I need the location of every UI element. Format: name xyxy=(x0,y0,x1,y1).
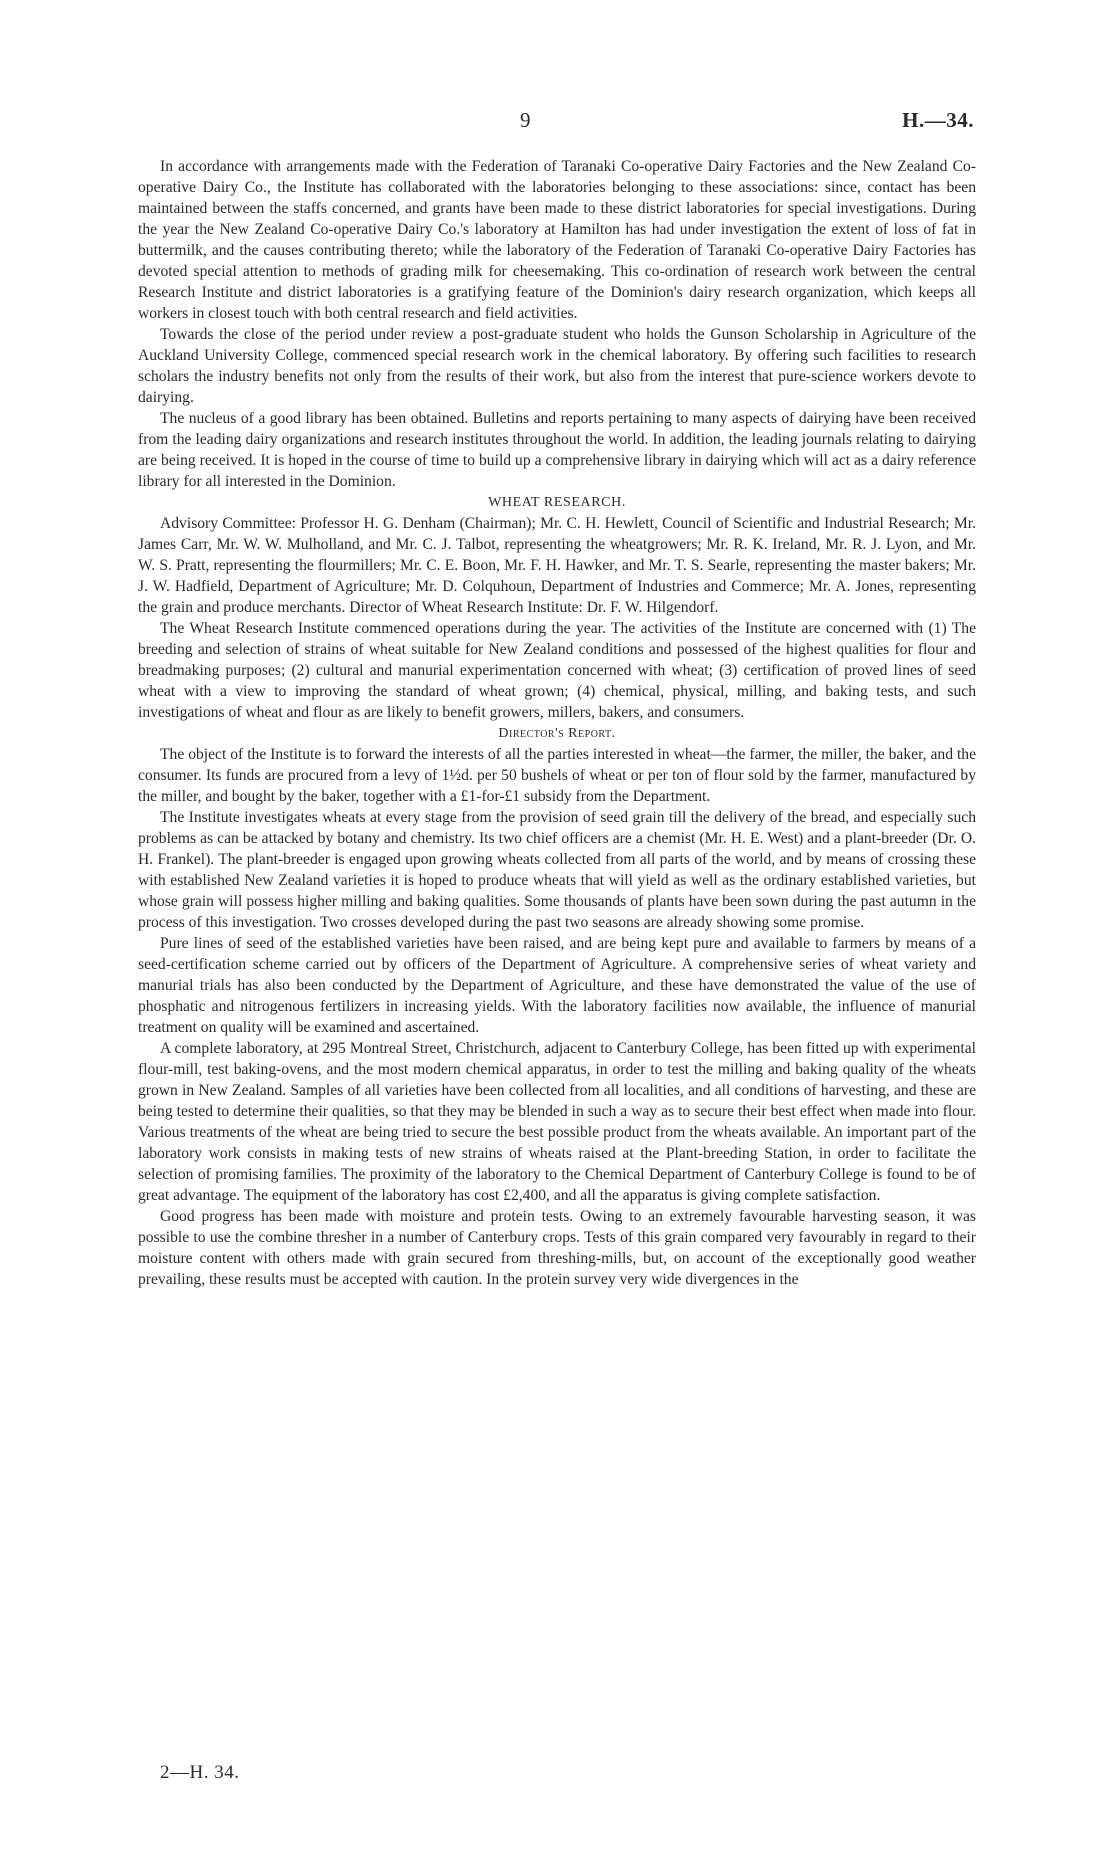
signature-mark: 2—H. 34. xyxy=(160,1762,240,1783)
paragraph: Towards the close of the period under review a post-graduate student who holds the Gunson Scholarship in Agriculture of the Auckland University College, commenced special research work in the chemical laboratory. By offering such facilities to research scholars the industry benefits not only from the results of their work, but also from the interest that pure-science workers devote to dairying. xyxy=(138,326,976,406)
subsection-heading-directors-report: Director's Report. xyxy=(498,726,616,741)
paragraph: A complete laboratory, at 295 Montreal Street, Christchurch, adjacent to Canterbury College, has been fitted up with experimental flour-mill, test baking-ovens, and the most modern chemical apparatus, in order to test the milling and baking quality of the wheats grown in New Zealand. Samples of all varieties have been collected from all localities, and all conditions of harvesting, and these are being tested to determine their qualities, so that they may be blended in such a way as to secure their best effect when made into flour. Various treatments of the wheat are being tried to secure the best possible product from the wheats available. An important part of the laboratory work consists in making tests of new strains of wheats raised at the Plant-breeding Station, in order to facilitate the selection of promising families. The proximity of the laboratory to the Chemical Department of Canterbury College is found to be of great advantage. The equipment of the laboratory has cost £2,400, and all the apparatus is giving complete satisfaction. xyxy=(138,1040,976,1204)
page-header xyxy=(0,108,1114,138)
paragraph: The object of the Institute is to forward the interests of all the parties interested in wheat—the farmer, the miller, the baker, and the consumer. Its funds are procured from a levy of 1½d. per 50 bushels of wheat or per ton of flour sold by the farmer, manufactured by the miller, and bought by the baker, together with a £1-for-£1 subsidy from the Department. xyxy=(138,746,976,805)
paragraph: Pure lines of seed of the established varieties have been raised, and are being kept pure and available to farmers by means of a seed-certification scheme carried out by officers of the Department of Agriculture. A comprehensive series of wheat variety and manurial trials has also been conducted by the Department of Agriculture, and these have demonstrated the value of the use of phosphatic and nitrogenous fertilizers in increasing yields. With the laboratory facilities now available, the influence of manurial treatment on quality will be examined and ascertained. xyxy=(138,935,976,1036)
page-number: 9 xyxy=(520,108,531,132)
paragraph: The nucleus of a good library has been obtained. Bulletins and reports pertaining to many aspects of dairying have been received from the leading dairy organizations and research institutes throughout the world. In addition, the leading journals relating to dairying are being received. It is hoped in the course of time to build up a comprehensive library in dairying which will act as a dairy reference library for all interested in the Dominion. xyxy=(138,410,976,490)
paragraph: The Institute investigates wheats at every stage from the provision of seed grain till the delivery of the bread, and especially such problems as can be attacked by botany and chemistry. Its two chief officers are a chemist (Mr. H. E. West) and a plant-breeder (Dr. O. H. Frankel). The plant-breeder is engaged upon growing wheats collected from all parts of the world, and by means of crossing these with established New Zealand varieties it is hoped to produce wheats that will yield as well as the ordinary established varieties, but whose grain will possess higher milling and baking qualities. Some thousands of plants have been sown during the past autumn in the process of this investigation. Two crosses developed during the past two seasons are already showing some promise. xyxy=(138,809,976,931)
paragraph: Good progress has been made with moisture and protein tests. Owing to an extremely favourable harvesting season, it was possible to use the combine thresher in a number of Canterbury crops. Tests of this grain compared very favourably in regard to their moisture content with others made with grain secured from threshing-mills, but, on account of the exceptionally good weather prevailing, these results must be accepted with caution. In the protein survey very wide divergences in the xyxy=(138,1208,976,1288)
section-heading-wheat-research: WHEAT RESEARCH. xyxy=(488,495,626,510)
document-body xyxy=(138,156,976,1290)
document-reference: H.—34. xyxy=(902,108,974,132)
paragraph: The Wheat Research Institute commenced operations during the year. The activities of the Institute are concerned with (1) The breeding and selection of strains of wheat suitable for New Zealand conditions and possessed of the highest qualities for flour and breadmaking purposes; (2) cultural and manurial experimentation concerned with wheat; (3) certification of proved lines of seed wheat with a view to improving the standard of wheat grown; (4) chemical, physical, milling, and baking tests, and such investigations of wheat and flour as are likely to benefit growers, millers, bakers, and consumers. xyxy=(138,620,976,721)
paragraph-advisory-committee: Advisory Committee: Professor H. G. Denham (Chairman); Mr. C. H. Hewlett, Council of Scientific and Industrial Research; Mr. James Carr, Mr. W. W. Mulholland, and Mr. C. J. Talbot, representing the wheatgrowers; Mr. R. K. Ireland, Mr. R. J. Lyon, and Mr. W. S. Pratt, representing the flourmillers; Mr. C. E. Boon, Mr. F. H. Hawker, and Mr. T. S. Searle, representing the master bakers; Mr. J. W. Hadfield, Department of Agriculture; Mr. D. Colquhoun, Department of Industries and Commerce; Mr. A. Jones, representing the grain and produce merchants. Director of Wheat Research Institute: Dr. F. W. Hilgendorf. xyxy=(138,515,976,616)
paragraph: In accordance with arrangements made with the Federation of Taranaki Co-operative Dairy Factories and the New Zealand Co-operative Dairy Co., the Institute has collaborated with the laboratories belonging to these associations: since, contact has been maintained between the staffs concerned, and grants have been made to these district laboratories for special investigations. During the year the New Zealand Co-operative Dairy Co.'s laboratory at Hamilton has had under investigation the extent of loss of fat in buttermilk, and the causes contributing thereto; while the laboratory of the Federation of Taranaki Co-operative Dairy Factories has devoted special attention to methods of grading milk for cheesemaking. This co-ordination of research work between the central Research Institute and district laboratories is a gratifying feature of the Dominion's dairy research organization, which keeps all workers in closest touch with both central research and field activities. xyxy=(138,158,976,322)
